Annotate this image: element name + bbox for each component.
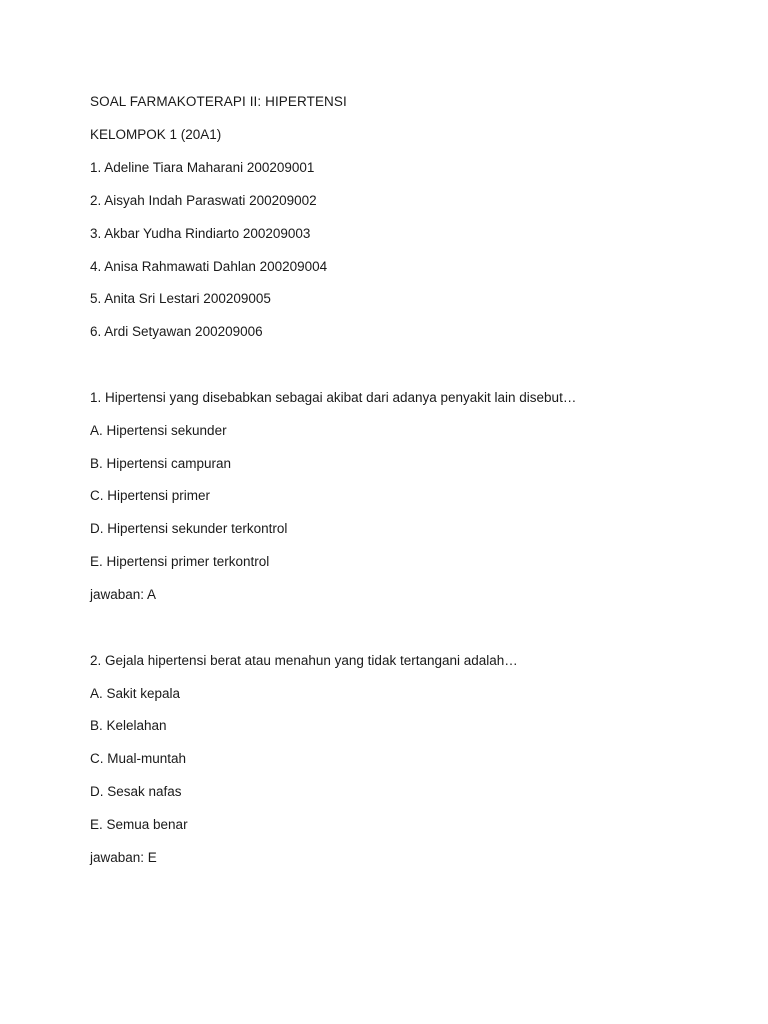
question-2-option-e: E. Semua benar <box>90 817 188 832</box>
question-1-option-c: C. Hipertensi primer <box>90 488 211 503</box>
member-5: 5. Anita Sri Lestari 200209005 <box>90 291 271 306</box>
member-2: 2. Aisyah Indah Paraswati 200209002 <box>90 193 317 208</box>
question-2-text: 2. Gejala hipertensi berat atau menahun yang tidak tertangani adalah… <box>90 653 518 668</box>
question-2-option-a: A. Sakit kepala <box>90 686 181 701</box>
question-2-option-b: B. Kelelahan <box>90 718 167 733</box>
question-1-option-b: B. Hipertensi campuran <box>90 456 232 471</box>
question-2-option-d: D. Sesak nafas <box>90 784 182 799</box>
question-1-answer: jawaban: A <box>90 587 157 602</box>
member-6: 6. Ardi Setyawan 200209006 <box>90 324 263 339</box>
question-2-option-c: C. Mual-muntah <box>90 751 187 766</box>
question-1-option-d: D. Hipertensi sekunder terkontrol <box>90 521 288 536</box>
question-1-option-e: E. Hipertensi primer terkontrol <box>90 554 270 569</box>
question-1-option-a: A. Hipertensi sekunder <box>90 423 227 438</box>
member-1: 1. Adeline Tiara Maharani 200209001 <box>90 160 315 175</box>
member-4: 4. Anisa Rahmawati Dahlan 200209004 <box>90 259 328 274</box>
question-1-text: 1. Hipertensi yang disebabkan sebagai akibat dari adanya penyakit lain disebut… <box>90 390 577 405</box>
question-2-answer: jawaban: E <box>90 850 157 865</box>
group-label: KELOMPOK 1 (20A1) <box>90 127 222 142</box>
document-title: SOAL FARMAKOTERAPI II: HIPERTENSI <box>90 94 347 109</box>
member-3: 3. Akbar Yudha Rindiarto 200209003 <box>90 226 311 241</box>
